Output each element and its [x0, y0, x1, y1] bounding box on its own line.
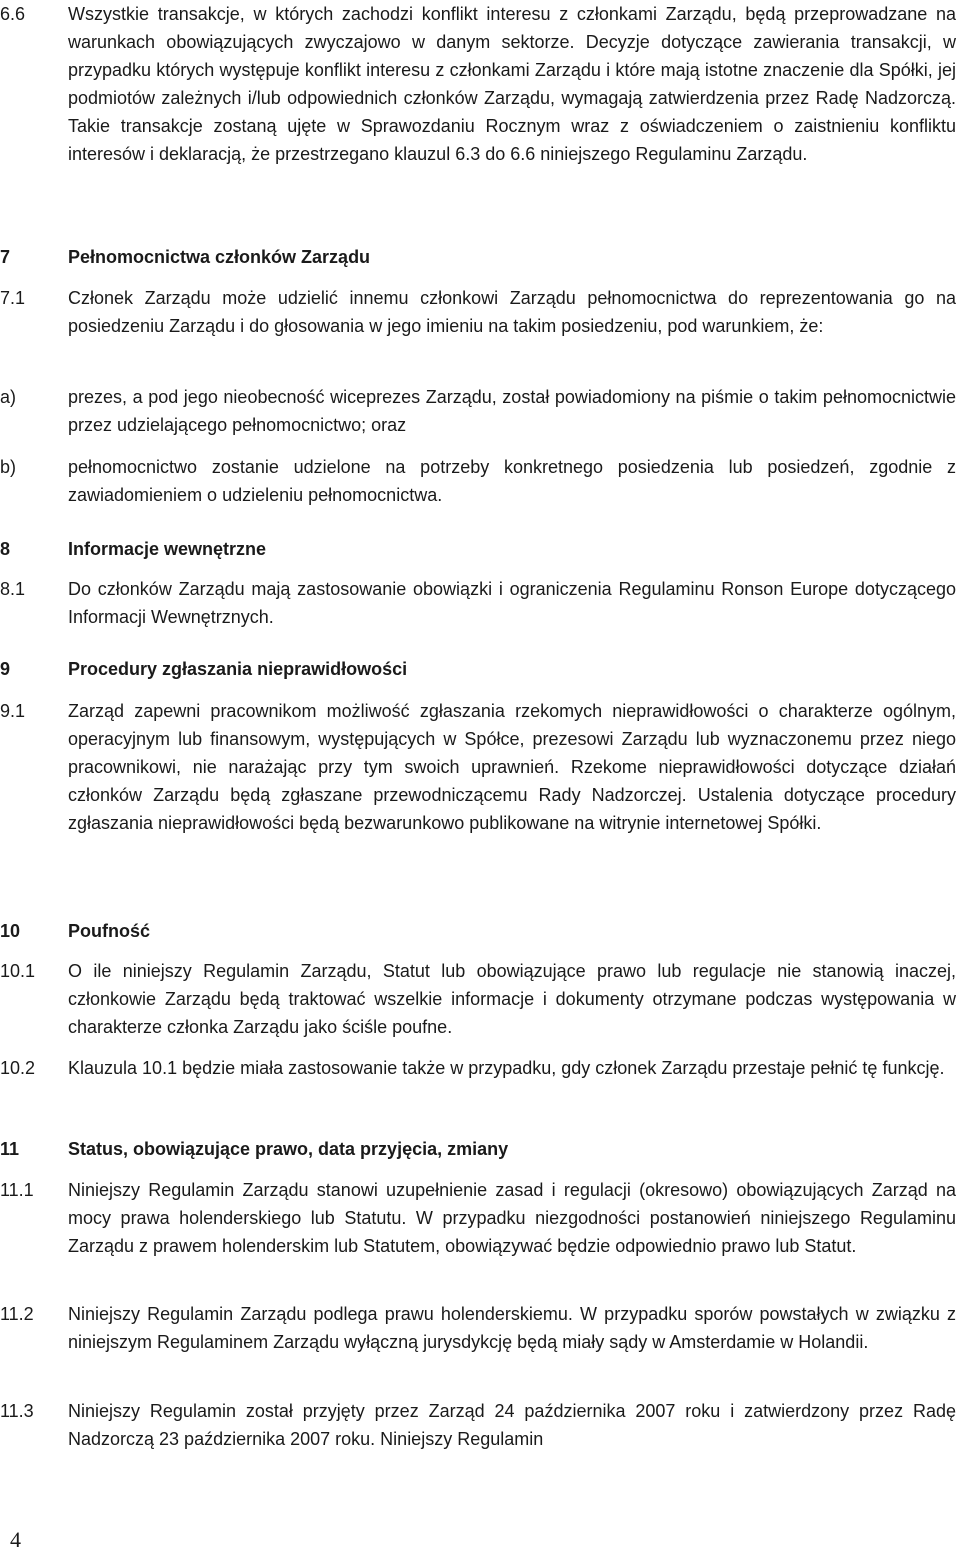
list-marker: a)	[0, 387, 17, 407]
section-title: Pełnomocnictwa członków Zarządu	[68, 247, 371, 267]
page-number: 4	[10, 1527, 21, 1552]
clause-number: 7.1	[0, 288, 26, 308]
clause-text: Niniejszy Regulamin Zarządu podlega prawu holenderskiemu. W przypadku sporów powstałych w związku z niniejszym Regulaminem Zarządu wyłączną jurysdykcję będą miały sądy w Amsterdamie w Holandii.	[68, 1304, 956, 1352]
section-number: 8	[0, 539, 11, 559]
clause-text: Do członków Zarządu mają zastosowanie obowiązki i ograniczenia Regulaminu Ronson Europe dotyczącego Informacji Wewnętrznych.	[68, 579, 956, 627]
list-marker: b)	[0, 457, 17, 477]
clause-number: 10.1	[0, 961, 36, 981]
clause-number: 11.2	[0, 1304, 34, 1324]
clause-text: Zarząd zapewni pracownikom możliwość zgłaszania rzekomych nieprawidłowości o charakterze ogólnym, operacyjnym lub finansowym, występujących w Spółce, prezesowi Zarządu lub wyznaczonemu przez niego pracownikowi, nie narażając przy tym swoich uprawnień. Rzekome nieprawidłowości dotyczące działań członków Zarządu będą zgłaszane przewodniczącemu Rady Nadzorczej. Ustalenia dotyczące procedury zgłaszania nieprawidłowości będą bezwarunkowo publikowane na witrynie internetowej Spółki.	[68, 701, 956, 833]
clause-number: 10.2	[0, 1058, 36, 1078]
section-number: 10	[0, 921, 21, 941]
section-title: Status, obowiązujące prawo, data przyjęcia, zmiany	[68, 1139, 509, 1159]
clause-number: 11.3	[0, 1401, 34, 1421]
clause-text: Wszystkie transakcje, w których zachodzi konflikt interesu z członkami Zarządu, będą przeprowadzane na warunkach obowiązujących zwyczajowo w danym sektorze. Decyzje dotyczące zawierania transakcji, w przypadku których występuje konflikt interesu z członkami Zarządu i które mają istotne znaczenie dla Spółki, jej podmiotów zależnych i/lub odpowiednich członków Zarządu, wymagają zatwierdzenia przez Radę Nadzorczą. Takie transakcje zostaną ujęte w Sprawozdaniu Rocznym wraz z oświadczeniem o zaistnieniu konfliktu interesów i deklaracją, że przestrzegano klauzul 6.3 do 6.6 niniejszego Regulaminu Zarządu.	[68, 4, 956, 164]
clause-text: O ile niniejszy Regulamin Zarządu, Statut lub obowiązujące prawo lub regulacje nie stanowią inaczej, członkowie Zarządu będą traktować wszelkie informacje i dokumenty otrzymane podczas występowania w charakterze członka Zarządu jako ściśle poufne.	[68, 961, 956, 1037]
clause-text: Członek Zarządu może udzielić innemu członkowi Zarządu pełnomocnictwa do reprezentowania go na posiedzeniu Zarządu i do głosowania w jego imieniu na takim posiedzeniu, pod warunkiem, że:	[68, 288, 956, 336]
clause-text: Niniejszy Regulamin Zarządu stanowi uzupełnienie zasad i regulacji (okresowo) obowiązujących Zarząd na mocy prawa holenderskiego lub Statutu. W przypadku niezgodności postanowień niniejszego Regulaminu Zarządu z prawem holenderskim lub Statutem, obowiązywać będzie odpowiednio prawo lub Statut.	[68, 1180, 956, 1256]
clause-text: Klauzula 10.1 będzie miała zastosowanie także w przypadku, gdy członek Zarządu przestaje pełnić tę funkcję.	[68, 1058, 945, 1078]
section-number: 7	[0, 247, 11, 267]
clause-number: 9.1	[0, 701, 26, 721]
list-item-text: pełnomocnictwo zostanie udzielone na potrzeby konkretnego posiedzenia lub posiedzeń, zgodnie z zawiadomieniem o udzieleniu pełnomocnictwa.	[68, 457, 956, 505]
clause-number: 11.1	[0, 1180, 34, 1200]
section-number: 9	[0, 659, 11, 679]
clause-text: Niniejszy Regulamin został przyjęty przez Zarząd 24 października 2007 roku i zatwierdzony przez Radę Nadzorczą 23 października 2007 roku. Niniejszy Regulamin	[68, 1401, 956, 1449]
list-item-text: prezes, a pod jego nieobecność wiceprezes Zarządu, został powiadomiony na piśmie o takim pełnomocnictwie przez udzielającego pełnomocnictwo; oraz	[68, 387, 956, 435]
section-title: Poufność	[68, 921, 151, 941]
clause-number: 8.1	[0, 579, 26, 599]
section-title: Informacje wewnętrzne	[68, 539, 267, 559]
section-title: Procedury zgłaszania nieprawidłowości	[68, 659, 408, 679]
clause-number: 6.6	[0, 4, 26, 24]
section-number: 11	[0, 1139, 20, 1159]
